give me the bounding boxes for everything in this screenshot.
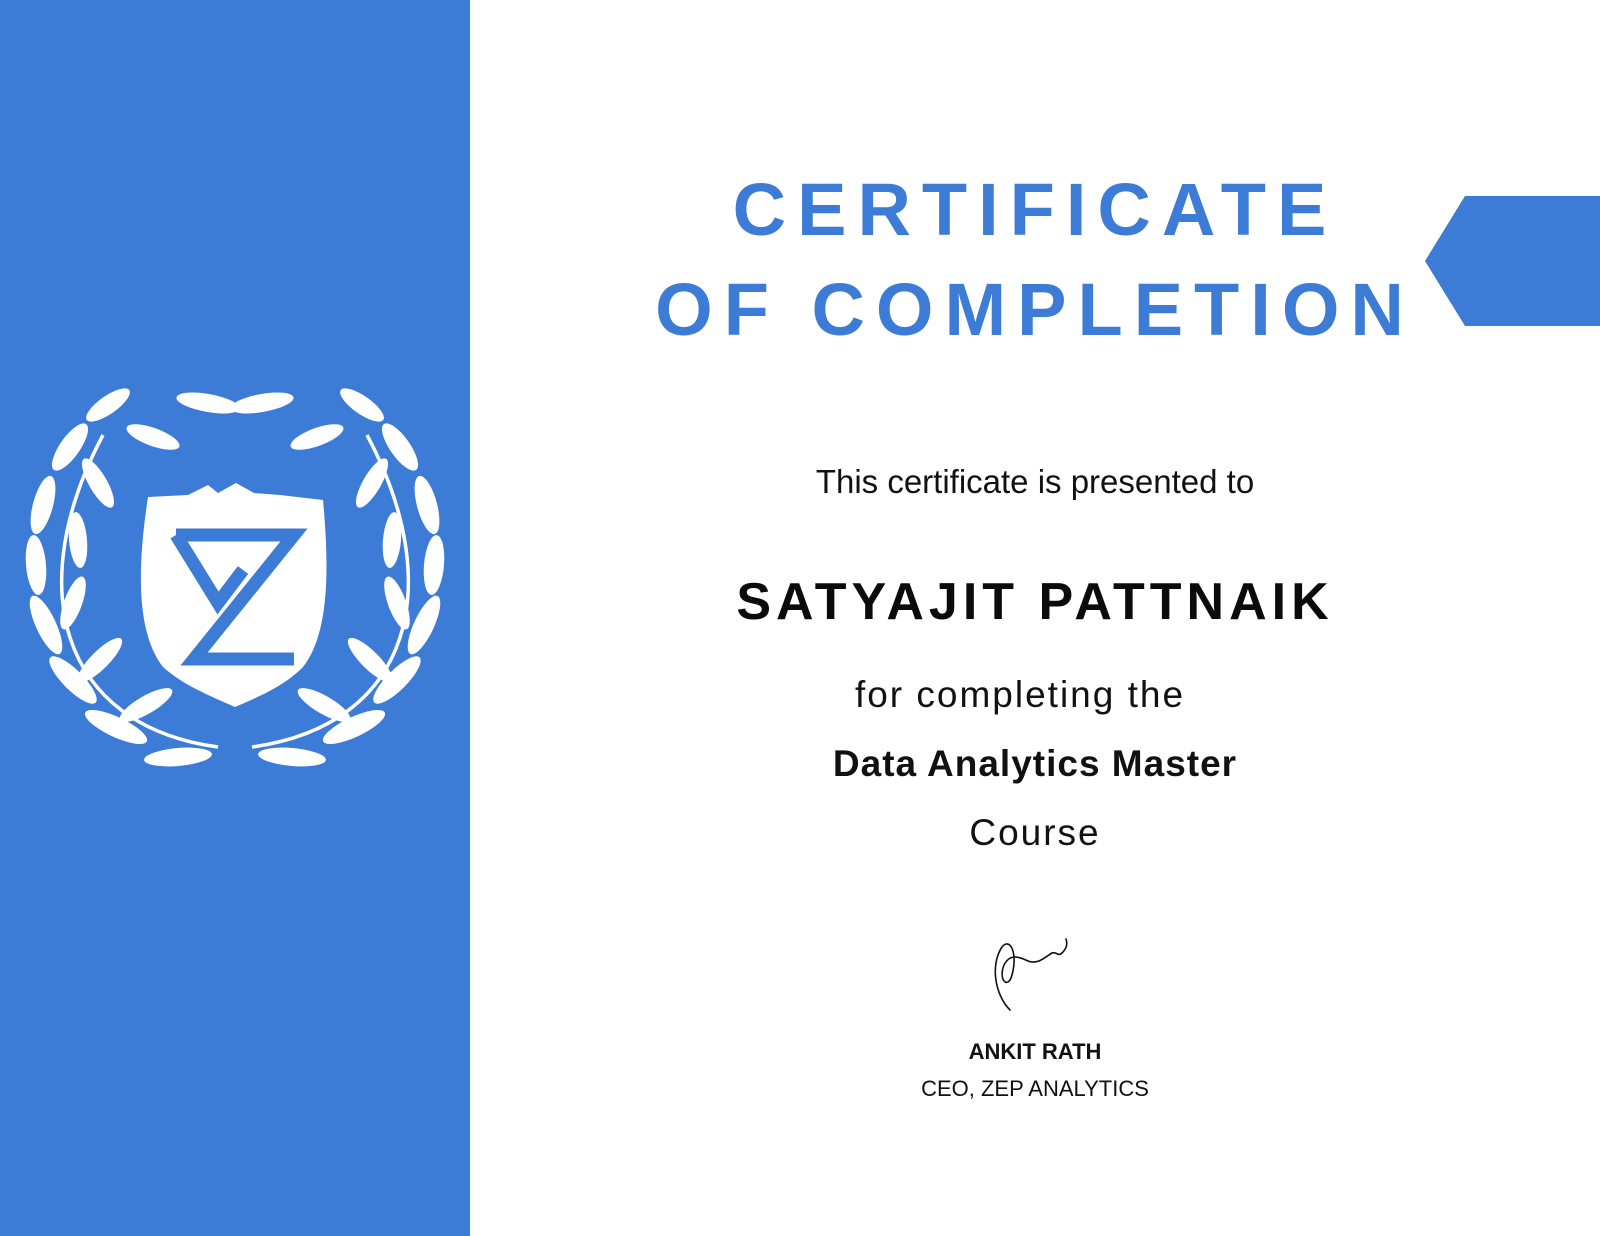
- signature-icon: [990, 935, 1080, 1015]
- course-suffix: Course: [969, 812, 1101, 853]
- title-line-2: OF COMPLETION: [655, 268, 1415, 351]
- signatory-name: ANKIT RATH: [968, 1039, 1102, 1064]
- presented-text: This certificate is presented to: [815, 463, 1255, 500]
- certificate-title: [600, 160, 1470, 360]
- laurel-shield-z-icon: [18, 375, 452, 795]
- title-line-1: CERTIFICATE: [732, 168, 1338, 251]
- side-panel: [0, 0, 470, 1236]
- recipient-name: SATYAJIT PATTNAIK: [736, 573, 1334, 631]
- for-completing-text: for completing the: [854, 674, 1186, 715]
- course-name: Data Analytics Master: [832, 743, 1238, 784]
- signatory-title: CEO, ZEP ANALYTICS: [921, 1076, 1149, 1101]
